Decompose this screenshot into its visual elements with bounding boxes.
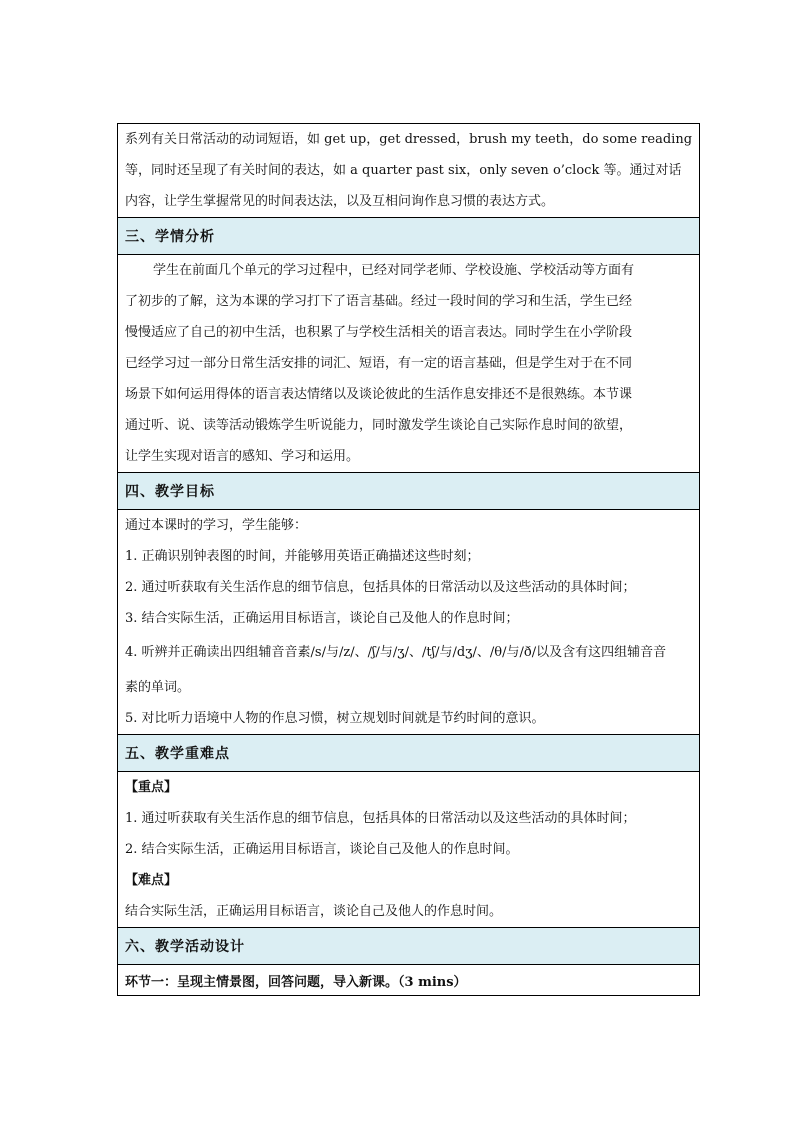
paragraph-line: 学生在前面几个单元的学习过程中，已经对同学老师、学校设施、学校活动等方面有 <box>153 263 635 278</box>
section-body-row <box>118 510 700 735</box>
section-body-row <box>118 772 700 928</box>
objective-item: 4. 听辨并正确读出四组辅音音素/s/与/z/、/ʃ/与/ʒ/、/tʃ/与/dʒ/、/θ/与/ð/以及含有这四组辅音音 <box>125 645 667 660</box>
paragraph-line: 了初步的了解，这为本课的学习打下了语言基础。经过一段时间的学习和生活，学生已经 <box>125 294 633 309</box>
objective-item: 1. 正确识别钟表图的时间，并能够用英语正确描述这些时刻； <box>125 549 480 564</box>
section-body-row <box>118 965 700 996</box>
key-label: 【重点】 <box>125 780 178 795</box>
section-header-row <box>118 928 700 965</box>
learner-analysis-cell <box>118 255 700 473</box>
objective-item: 5. 对比听力语境中人物的作息习惯，树立规划时间就是节约时间的意识。 <box>125 711 545 726</box>
intro-cell <box>118 124 700 218</box>
section-header-row <box>118 735 700 772</box>
paragraph-line: 场景下如何运用得体的语言表达情绪以及谈论彼此的生活作息安排还不是很熟练。本节课 <box>125 387 633 402</box>
section-header-row <box>118 218 700 255</box>
difficulty-label: 【难点】 <box>125 873 178 888</box>
lesson-plan-page <box>117 123 693 996</box>
difficulty-text: 结合实际生活，正确运用目标语言，谈论自己及他人的作息时间。 <box>125 904 503 919</box>
section-title: 四、教学目标 <box>118 473 700 510</box>
intro-line: 等，同时还呈现了有关时间的表达，如 a quarter past six，only seven o’clock 等。通过对话 <box>125 163 682 178</box>
intro-line: 内容，让学生掌握常见的时间表达法，以及互相问询作息习惯的表达方式。 <box>125 194 555 209</box>
section-title: 六、教学活动设计 <box>118 928 700 965</box>
key-points-cell <box>118 772 700 928</box>
key-item: 2. 结合实际生活，正确运用目标语言，谈论自己及他人的作息时间。 <box>125 842 519 857</box>
objectives-cell <box>118 510 700 735</box>
section-title: 五、教学重难点 <box>118 735 700 772</box>
section-title: 三、学情分析 <box>118 218 700 255</box>
objective-item: 2. 通过听获取有关生活作息的细节信息，包括具体的日常活动以及这些活动的具体时间； <box>125 580 636 595</box>
key-item: 1. 通过听获取有关生活作息的细节信息，包括具体的日常活动以及这些活动的具体时间； <box>125 811 636 826</box>
paragraph-line: 通过听、说、读等活动锻炼学生听说能力，同时激发学生谈论自己实际作息时间的欲望， <box>125 418 633 433</box>
paragraph-line: 慢慢适应了自己的初中生活，也积累了与学校生活相关的语言表达。同时学生在小学阶段 <box>125 325 633 340</box>
paragraph-line: 已经学习过一部分日常生活安排的词汇、短语，有一定的语言基础，但是学生对于在不同 <box>125 356 633 371</box>
activity-step: 环节一：呈现主情景图，回答问题，导入新课。（3 mins） <box>118 965 700 996</box>
section-body-row <box>118 255 700 473</box>
lesson-plan-table <box>117 123 700 996</box>
paragraph-line: 让学生实现对语言的感知、学习和运用。 <box>125 449 360 464</box>
section-header-row <box>118 473 700 510</box>
objectives-lead: 通过本课时的学习，学生能够： <box>125 518 308 533</box>
intro-line: 系列有关日常活动的动词短语，如 get up，get dressed，brush my teeth，do some reading <box>125 132 693 147</box>
objective-item: 素的单词。 <box>125 680 191 695</box>
intro-row <box>118 124 700 218</box>
objective-item: 3. 结合实际生活，正确运用目标语言，谈论自己及他人的作息时间； <box>125 611 519 626</box>
